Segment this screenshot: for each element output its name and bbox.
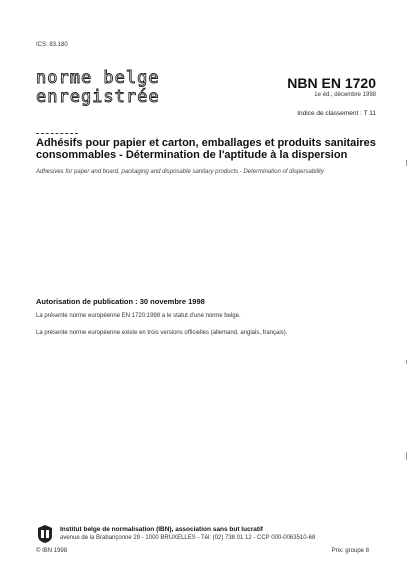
publication-authorization: Autorisation de publication : 30 novembre 1998 [36, 297, 205, 306]
edge-scan-mark [406, 360, 407, 364]
copyright: © IBN 1998 [36, 548, 68, 554]
title-divider [36, 133, 78, 134]
classification-index: Indice de classement : T 11 [297, 110, 376, 117]
edition-date: 1e éd., décembre 1998 [314, 92, 376, 98]
ibn-emblem-icon [36, 524, 54, 544]
institute-address: avenue de la Brabançonne 29 - 1000 BRUXELLES - Tél: (02) 738 01 12 - CCP 000-0063510-68 [60, 535, 316, 541]
logo-line-1: norme belge [36, 68, 160, 88]
edge-scan-mark [406, 160, 407, 166]
title-french: Adhésifs pour papier et carton, emballages et produits sanitaires consommables - Détermination de l'aptitude à la dispersion [36, 137, 376, 161]
versions-note: La présente norme européenne existe en trois versions officielles (allemand, anglais, français). [36, 330, 288, 336]
title-english: Adhesives for paper and board, packaging and disposable sanitary products - Determination of dispersability [36, 169, 324, 175]
status-note: La présente norme européenne EN 1720:1998 a le statut d'une norme belge. [36, 313, 241, 319]
standard-number: NBN EN 1720 [287, 75, 376, 91]
edge-scan-mark [406, 452, 407, 460]
institute-name: Institut belge de normalisation (IBN), association sans but lucratif [60, 526, 263, 533]
ics-code: ICS: 83.180 [36, 42, 68, 48]
price-group: Prix: groupe 8 [331, 548, 369, 554]
logo-line-2: enregistrée [36, 87, 160, 107]
